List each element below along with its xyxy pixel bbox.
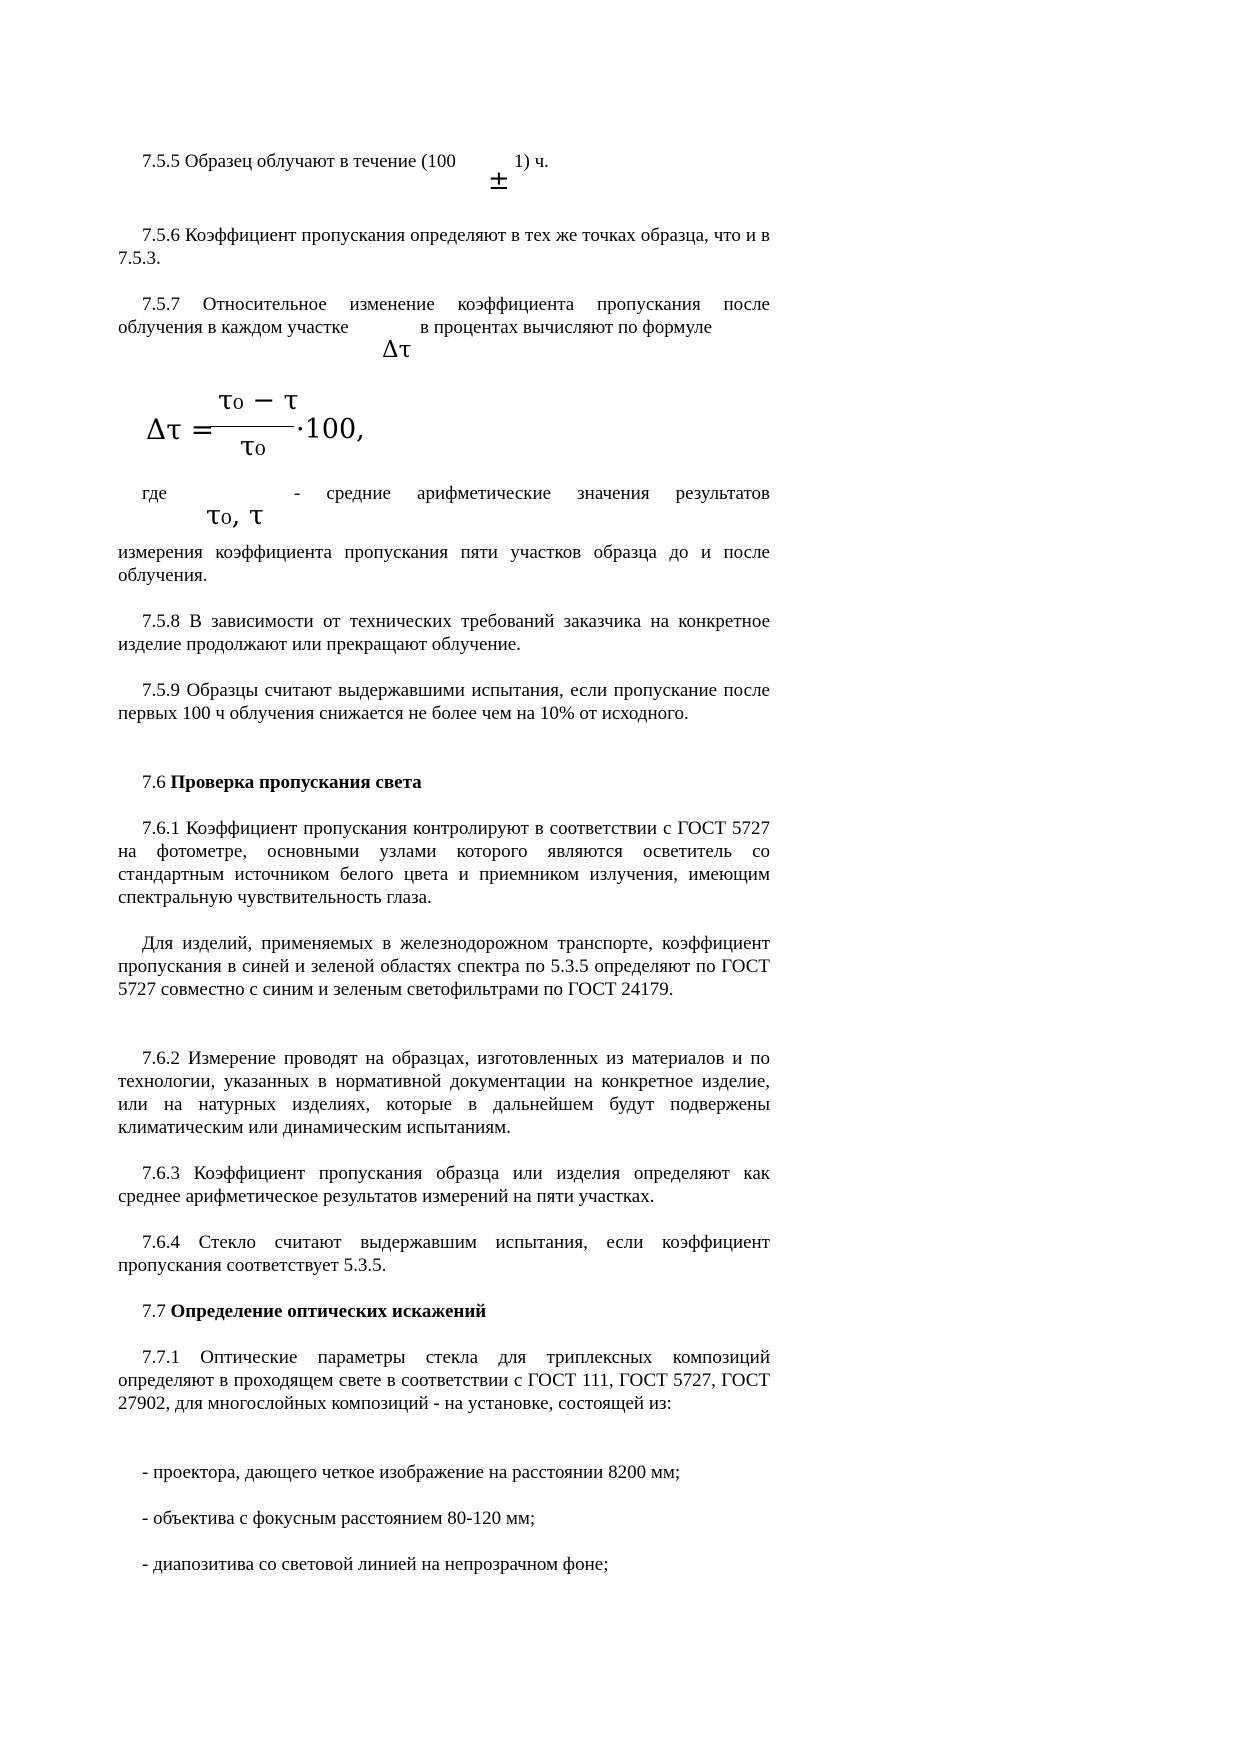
- paragraph-7-6-3: 7.6.3 Коэффициент пропускания образца или изделия определяют как среднее арифметическое результатов измерений на пяти участках.: [118, 1163, 770, 1207]
- formula: [146, 386, 406, 486]
- paragraph-7-6-2: 7.6.2 Измерение проводят на образцах, изготовленных из материалов и по технологии, указанных в нормативной документации на конкретное изделие, или на натурных изделиях, которые в дальнейшем будут подвержены климатическим или динамическим испытаниям.: [118, 1048, 770, 1138]
- heading-7-7-number: 7.7: [142, 1301, 166, 1322]
- paragraph-7-5-7-line2-end: в процентах вычисляют по формуле: [420, 317, 713, 338]
- formula-rhs: ·100,: [296, 414, 365, 445]
- fraction-line: [210, 426, 294, 427]
- list-item: - объектива с фокусным расстоянием 80-120 мм;: [142, 1508, 536, 1529]
- where-continuation: измерения коэффициента пропускания пяти участков образца до и после облучения.: [118, 542, 770, 586]
- paragraph-7-6-4: 7.6.4 Стекло считают выдержавшим испытания, если коэффициент пропускания соответствует 5.3.5.: [118, 1232, 770, 1276]
- formula-lhs: Δτ =: [146, 413, 215, 446]
- heading-7-6-number: 7.6: [142, 772, 166, 793]
- paragraph-7-5-7-line2-start: облучения в каждом участке: [118, 317, 349, 338]
- heading-7-7-title: Определение оптических искажений: [170, 1301, 487, 1322]
- paragraph-7-5-5-text: 7.5.5 Образец облучают в течение (100: [142, 151, 456, 172]
- paragraph-7-5-5: [142, 150, 456, 173]
- list-item: - проектора, дающего четкое изображение на расстоянии 8200 мм;: [142, 1462, 681, 1483]
- list-item: - диапозитива со световой линией на непрозрачном фоне;: [142, 1554, 609, 1575]
- paragraph-7-5-7-line1: 7.5.7 Относительное изменение коэффициента пропускания после: [142, 294, 770, 315]
- heading-7-6: [142, 771, 422, 794]
- paragraph-7-5-6: 7.5.6 Коэффициент пропускания определяют в тех же точках образца, что и в 7.5.3.: [118, 225, 770, 269]
- paragraph-7-5-5-end: 1) ч.: [514, 151, 549, 172]
- where-symbols: τ₀, τ: [206, 500, 264, 531]
- paragraph-7-5-9: 7.5.9 Образцы считают выдержавшими испытания, если пропускание после первых 100 ч облучения снижается не более чем на 10% от исходного.: [118, 680, 770, 724]
- formula-denominator: τ₀: [240, 431, 266, 462]
- paragraph-7-7-1: 7.7.1 Оптические параметры стекла для триплексных композиций определяют в проходящем свете в соответствии с ГОСТ 111, ГОСТ 5727, ГОСТ 27902, для многослойных композиций - на установке, состоящей из:: [118, 1347, 770, 1414]
- delta-tau-symbol: Δτ: [382, 337, 412, 363]
- paragraph-rail-transport: Для изделий, применяемых в железнодорожном транспорте, коэффициент пропускания в синей и зеленой областях спектра по 5.3.5 определяют по ГОСТ 5727 совместно с синим и зеленым светофильтрами по ГОСТ 24179.: [118, 933, 770, 1000]
- paragraph-7-5-8: 7.5.8 В зависимости от технических требований заказчика на конкретное изделие продолжают или прекращают облучение.: [118, 611, 770, 655]
- where-text: - средние арифметические значения результатов: [294, 483, 770, 504]
- heading-7-7: [142, 1300, 486, 1323]
- plus-minus-symbol: ±: [488, 166, 510, 196]
- formula-numerator: τ₀ − τ: [218, 385, 299, 416]
- where-label: где: [142, 483, 167, 504]
- paragraph-7-6-1: 7.6.1 Коэффициент пропускания контролируют в соответствии с ГОСТ 5727 на фотометре, основными узлами которого являются осветитель со стандартным источником белого цвета и приемником излучения, имеющим спектральную чувствительность глаза.: [118, 818, 770, 908]
- heading-7-6-title: Проверка пропускания света: [170, 772, 422, 793]
